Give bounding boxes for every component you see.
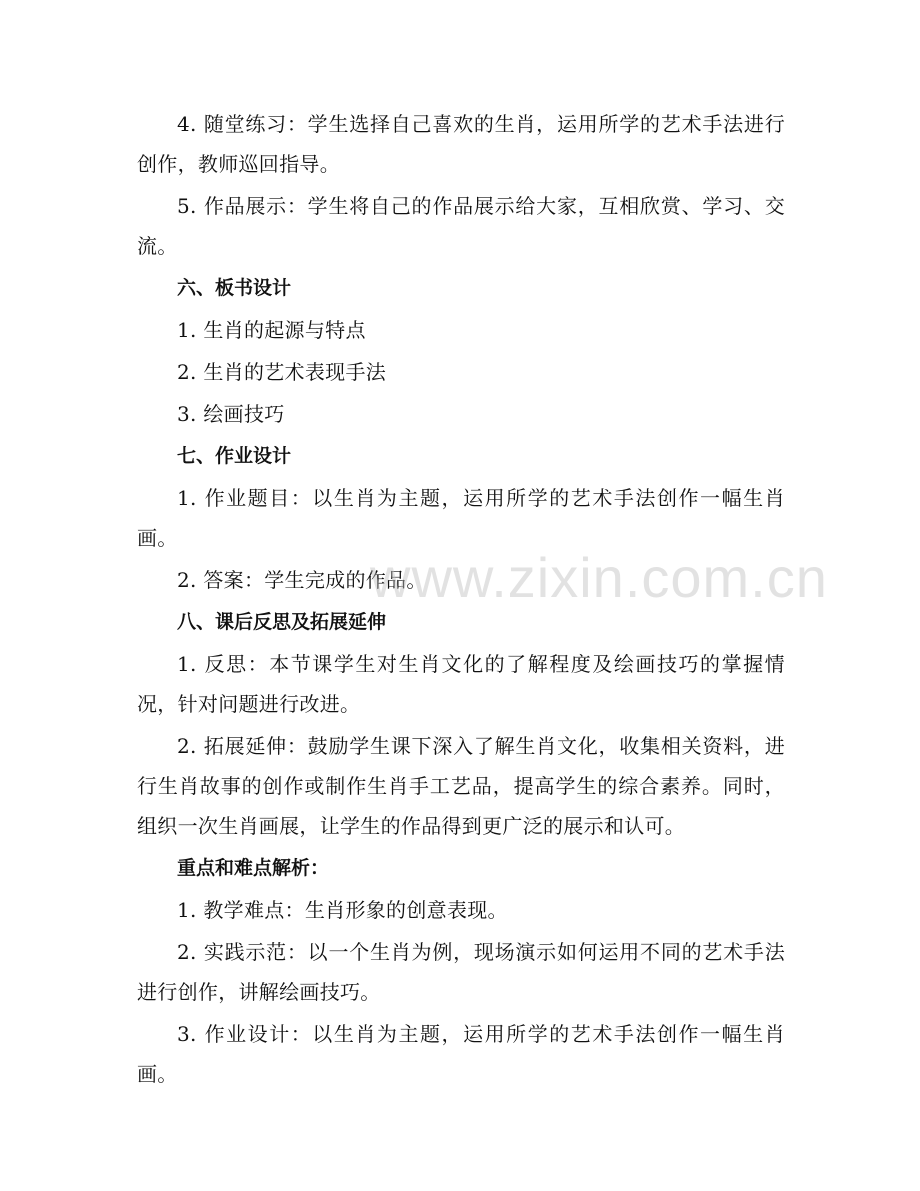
paragraph-showcase: 5. 作品展示：学生将自己的作品展示给大家，互相欣赏、学习、交流。	[137, 194, 785, 258]
heading-board-design: 六、板书设计	[177, 277, 292, 299]
reflection-item-2: 2. 拓展延伸：鼓励学生课下深入了解生肖文化，收集相关资料，进行生肖故事的创作或制作生肖手工艺品，提高学生的综合素养。同时，组织一次生肖画展，让学生的作品得到更广泛的展示和认可。	[137, 734, 785, 838]
heading-reflection: 八、课后反思及拓展延伸	[177, 611, 387, 633]
heading-homework-design: 七、作业设计	[177, 445, 292, 467]
board-item-3: 3. 绘画技巧	[177, 402, 285, 426]
document-page	[137, 104, 785, 1096]
homework-item-2: 2. 答案：学生完成的作品。	[177, 568, 427, 592]
board-item-2: 2. 生肖的艺术表现手法	[177, 360, 387, 384]
paragraph-practice: 4. 随堂练习：学生选择自己喜欢的生肖，运用所学的艺术手法进行创作，教师巡回指导。	[137, 112, 785, 176]
board-item-1: 1. 生肖的起源与特点	[177, 318, 366, 342]
reflection-item-1: 1. 反思：本节课学生对生肖文化的了解程度及绘画技巧的掌握情况，针对问题进行改进。	[137, 652, 785, 716]
key-point-1: 1. 教学难点：生肖形象的创意表现。	[177, 898, 508, 922]
heading-key-points: 重点和难点解析：	[177, 857, 330, 879]
homework-item-1: 1. 作业题目：以生肖为主题，运用所学的艺术手法创作一幅生肖画。	[137, 486, 785, 550]
key-point-3: 3. 作业设计：以生肖为主题，运用所学的艺术手法创作一幅生肖画。	[137, 1022, 785, 1086]
watermark: www.zixin.com.cn	[370, 546, 828, 609]
key-point-2: 2. 实践示范：以一个生肖为例，现场演示如何运用不同的艺术手法进行创作，讲解绘画技巧。	[137, 940, 785, 1004]
